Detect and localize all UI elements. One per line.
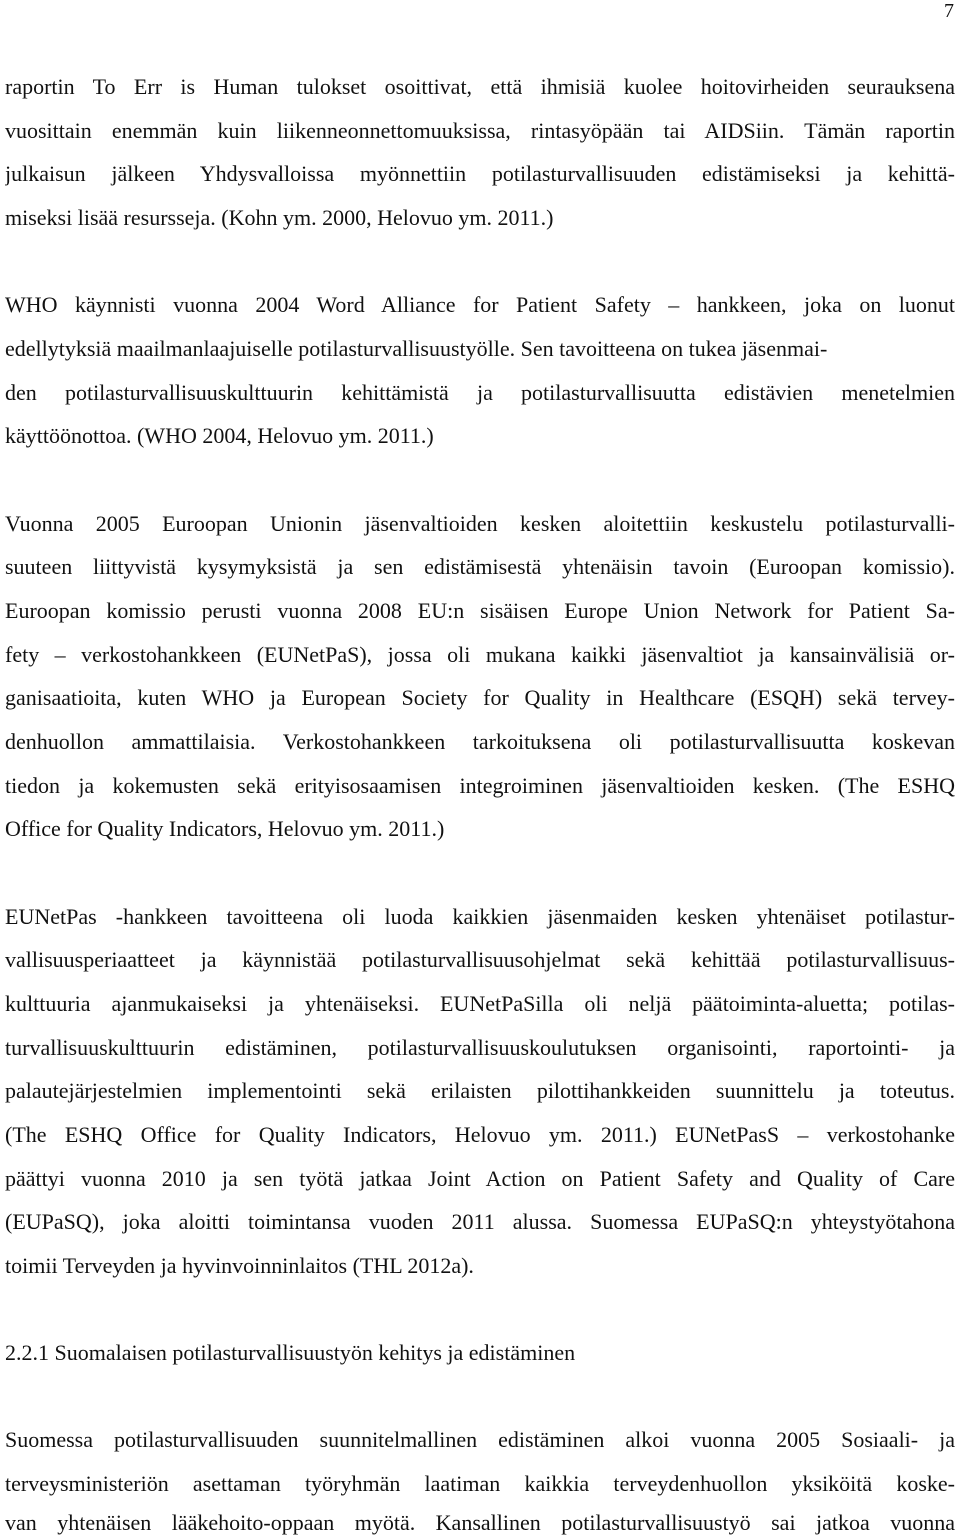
paragraph-3-line-4: fety – verkostohankkeen (EUNetPaS), jossa oli mukana kaikki jäsenvaltiot ja kansainvälisiä or- xyxy=(5,642,955,667)
paragraph-4-line-3: kulttuuria ajanmukaiseksi ja yhtenäiseksi. EUNetPaSilla oli neljä päätoiminta-aluetta; potilas- xyxy=(5,991,955,1016)
paragraph-4-line-5: palautejärjestelmien implementointi sekä erilaisten pilottihankkeiden suunnittelu ja toteutus. xyxy=(5,1078,955,1103)
paragraph-4-line-2: vallisuusperiaatteet ja käynnistää potilasturvallisuusohjelmat sekä kehittää potilasturvallisuus- xyxy=(5,947,955,972)
paragraph-4-line-7: päättyi vuonna 2010 ja sen työtä jatkaa Joint Action on Patient Safety and Quality of Care xyxy=(5,1166,955,1191)
section-heading: 2.2.1 Suomalaisen potilasturvallisuustyön kehitys ja edistäminen xyxy=(5,1340,576,1365)
paragraph-5-line-1: Suomessa potilasturvallisuuden suunnitelmallinen edistäminen alkoi vuonna 2005 Sosiaali- ja xyxy=(5,1427,955,1452)
paragraph-1-line-4: miseksi lisää resursseja. (Kohn ym. 2000, Helovuo ym. 2011.) xyxy=(5,205,554,230)
paragraph-3-line-6: denhuollon ammattilaisia. Verkostohankkeen tarkoituksena oli potilasturvallisuutta koskevan xyxy=(5,729,955,754)
paragraph-1-line-1: raportin To Err is Human tulokset osoittivat, että ihmisiä kuolee hoitovirheiden seurauksena xyxy=(5,74,955,99)
paragraph-3-line-2: suuteen liittyvistä kysymyksistä ja sen edistämisestä yhtenäisin tavoin (Euroopan komissio). xyxy=(5,554,955,579)
paragraph-3-line-5: ganisaatioita, kuten WHO ja European Society for Quality in Healthcare (ESQH) sekä tervey- xyxy=(5,685,955,710)
paragraph-4-line-6: (The ESHQ Office for Quality Indicators, Helovuo ym. 2011.) EUNetPasS – verkostohanke xyxy=(5,1122,955,1147)
paragraph-1-line-2: vuosittain enemmän kuin liikenneonnettomuuksissa, rintasyöpään tai AIDSiin. Tämän raportin xyxy=(5,118,955,143)
paragraph-4-line-4: turvallisuuskulttuurin edistäminen, potilasturvallisuuskoulutuksen organisointi, raportointi- ja xyxy=(5,1035,955,1060)
paragraph-4-line-9: toimii Terveyden ja hyvinvoinninlaitos (THL 2012a). xyxy=(5,1253,474,1278)
page-number: 7 xyxy=(944,0,954,22)
paragraph-3-line-7: tiedon ja kokemusten sekä erityisosaamisen integroiminen jäsenvaltioiden kesken. (The ESHQ xyxy=(5,773,955,798)
paragraph-5-line-3: van yhtenäisen lääkehoito-oppaan myötä. Kansallinen potilasturvallisuustyö sai jatkoa vuonna xyxy=(5,1510,955,1535)
paragraph-3-line-3: Euroopan komissio perusti vuonna 2008 EU:n sisäisen Europe Union Network for Patient Sa- xyxy=(5,598,955,623)
paragraph-4-line-8: (EUPaSQ), joka aloitti toimintansa vuoden 2011 alussa. Suomessa EUPaSQ:n yhteystyötahona xyxy=(5,1209,955,1234)
paragraph-1-line-3: julkaisun jälkeen Yhdysvalloissa myönnettiin potilasturvallisuuden edistämiseksi ja kehittä- xyxy=(5,161,955,186)
paragraph-2-line-2: edellytyksiä maailmanlaajuiselle potilasturvallisuustyölle. Sen tavoitteena on tukea jäsenmai- xyxy=(5,336,828,361)
paragraph-2-line-4: käyttöönottoa. (WHO 2004, Helovuo ym. 2011.) xyxy=(5,423,434,448)
paragraph-2-line-3: den potilasturvallisuuskulttuurin kehittämistä ja potilasturvallisuutta edistävien menetelmien xyxy=(5,380,955,405)
paragraph-4-line-1: EUNetPas -hankkeen tavoitteena oli luoda kaikkien jäsenmaiden kesken yhtenäiset potilastur- xyxy=(5,904,955,929)
paragraph-3-line-1: Vuonna 2005 Euroopan Unionin jäsenvaltioiden kesken aloitettiin keskustelu potilasturvalli- xyxy=(5,511,955,536)
paragraph-5-line-2: terveysministeriön asettaman työryhmän laatiman kaikkia terveydenhuollon yksiköitä koske- xyxy=(5,1471,955,1496)
paragraph-3-line-8: Office for Quality Indicators, Helovuo ym. 2011.) xyxy=(5,816,445,841)
paragraph-2-line-1: WHO käynnisti vuonna 2004 Word Alliance for Patient Safety – hankkeen, joka on luonut xyxy=(5,292,955,317)
